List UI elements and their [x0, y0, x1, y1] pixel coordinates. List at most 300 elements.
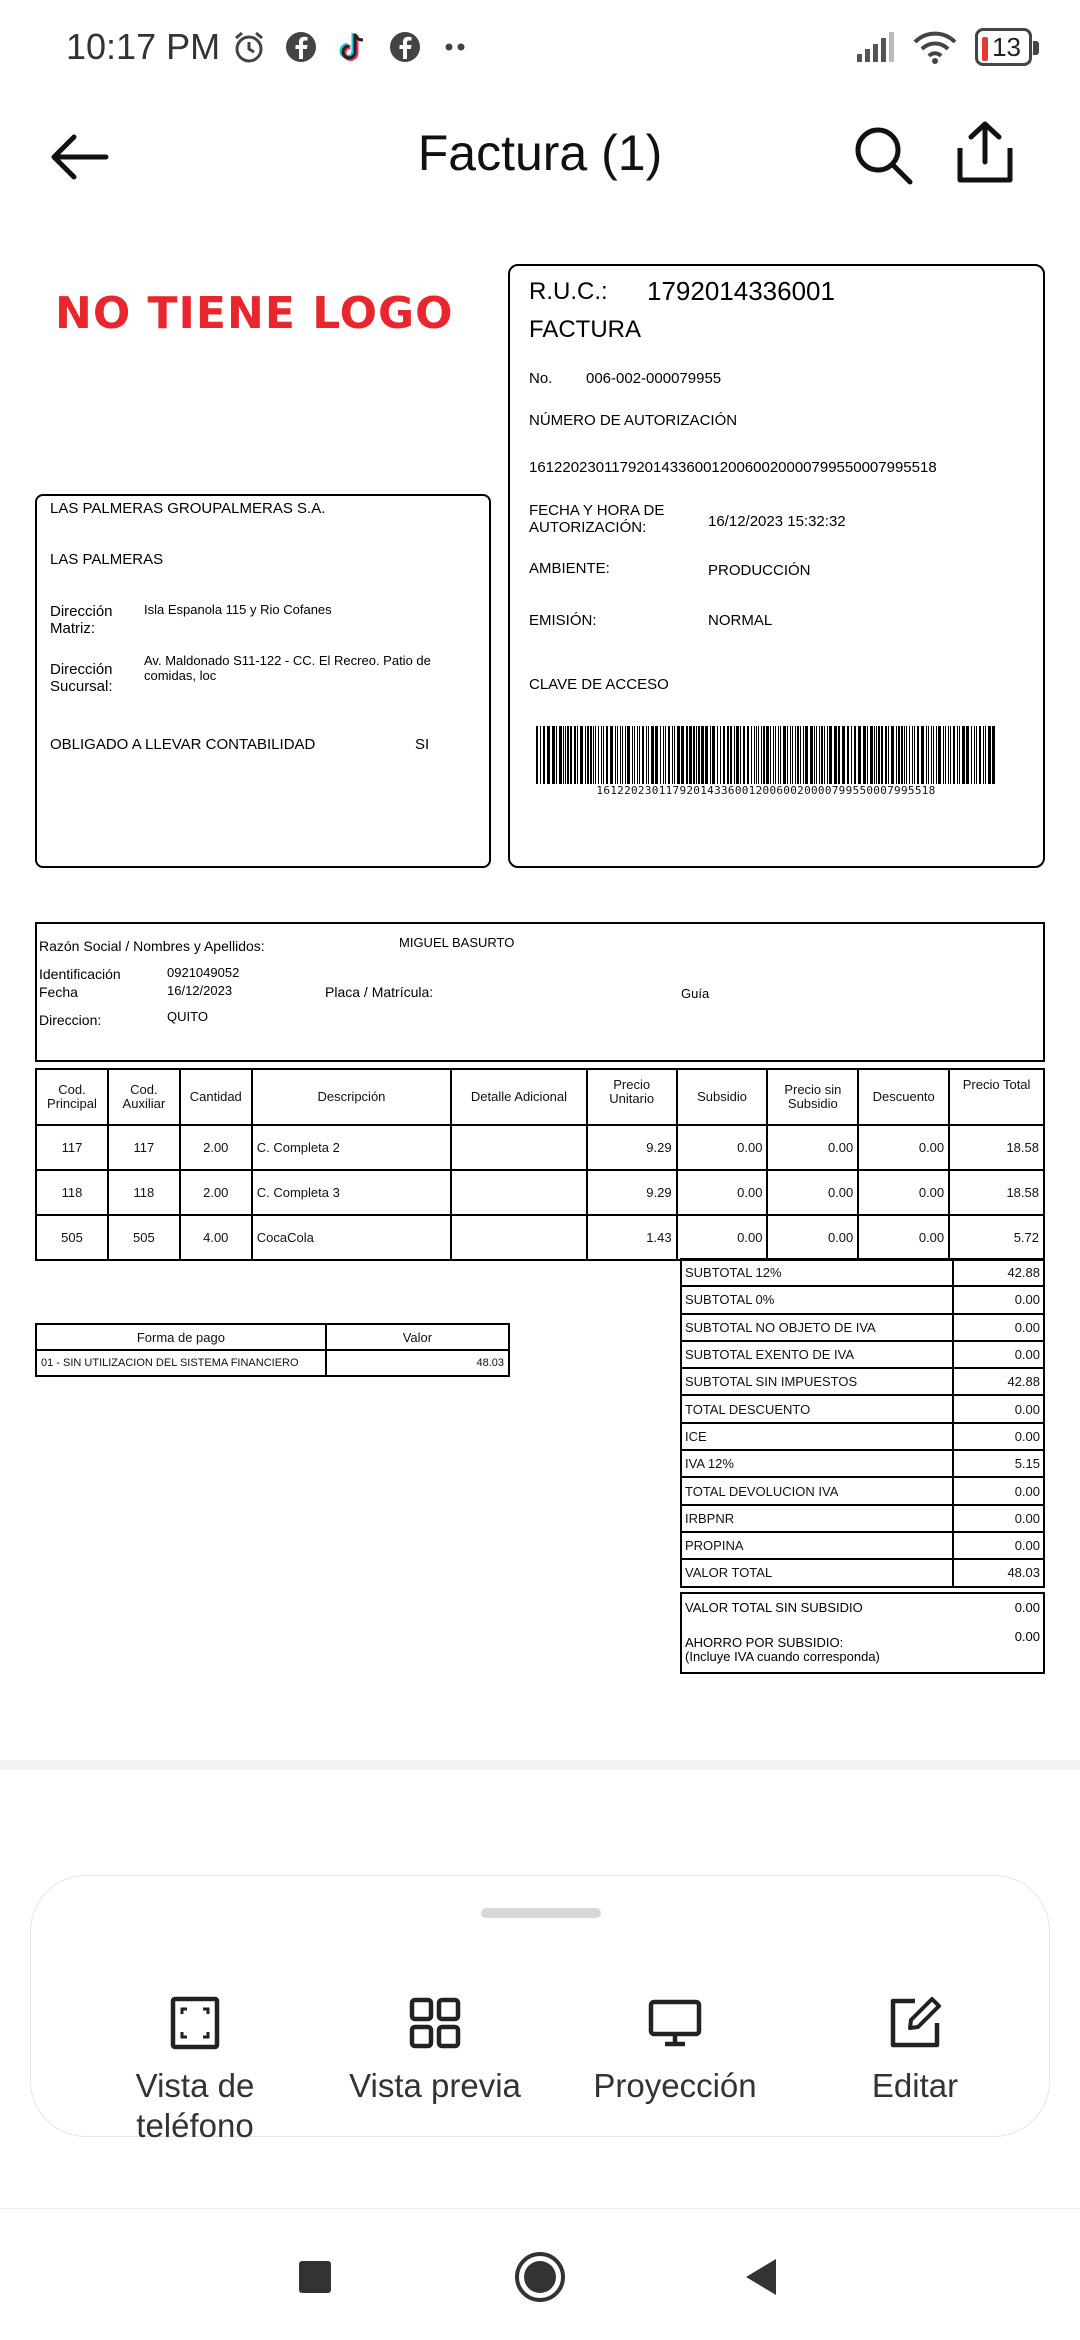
barcode-bar — [736, 726, 739, 784]
matrix-address-label: Dirección Matriz: — [50, 603, 113, 638]
payment-value: 48.03 — [326, 1350, 509, 1376]
barcode-bar — [790, 726, 791, 784]
barcode-bar — [674, 726, 675, 784]
barcode-bar — [552, 726, 555, 784]
barcode-bar — [885, 726, 887, 784]
battery-icon — [975, 28, 1032, 66]
barcode-bar — [720, 726, 721, 784]
totals-row — [681, 1450, 1044, 1477]
cell-subsidio: 0.00 — [677, 1125, 768, 1170]
barcode-bar — [743, 726, 745, 784]
issuer-business-name: LAS PALMERAS GROUPALMERAS S.A. — [50, 500, 326, 517]
totals-value: 0.00 — [953, 1532, 1044, 1559]
access-key-label: CLAVE DE ACCESO — [529, 676, 669, 693]
barcode-bar — [593, 726, 594, 784]
barcode-bar — [632, 726, 633, 784]
barcode-bar — [696, 726, 697, 784]
barcode-bar — [976, 726, 977, 784]
subsidy-box — [680, 1592, 1045, 1674]
totals-value: 0.00 — [953, 1477, 1044, 1504]
search-icon[interactable] — [850, 122, 916, 188]
payment-method: 01 - SIN UTILIZACION DEL SISTEMA FINANCIERO — [36, 1350, 326, 1376]
table-row — [36, 1125, 1044, 1170]
barcode-bar — [814, 726, 815, 784]
barcode-bar — [773, 726, 774, 784]
barcode-bar — [672, 726, 673, 784]
barcode-bar — [686, 726, 688, 784]
branch-address-label: Dirección Sucursal: — [50, 661, 113, 696]
col-cantidad: Cantidad — [180, 1069, 252, 1125]
barcode-bar — [797, 726, 799, 784]
items-header-row — [36, 1069, 1044, 1125]
col-detalle-adicional: Detalle Adicional — [451, 1069, 587, 1125]
totals-value: 0.00 — [953, 1286, 1044, 1313]
ruc-label: R.U.C.: — [529, 278, 608, 305]
payment-header-row — [36, 1324, 509, 1350]
totals-value: 42.88 — [953, 1259, 1044, 1286]
barcode-bar — [979, 726, 981, 784]
subsidy-total-label: VALOR TOTAL SIN SUBSIDIO — [685, 1600, 863, 1615]
barcode-bar — [943, 726, 944, 784]
client-name-value: MIGUEL BASURTO — [399, 935, 515, 950]
barcode-bar — [959, 726, 960, 784]
barcode-bar — [730, 726, 732, 784]
totals-table — [680, 1258, 1045, 1588]
totals-row — [681, 1532, 1044, 1559]
totals-row — [681, 1259, 1044, 1286]
cell-precio-total: 18.58 — [949, 1125, 1044, 1170]
barcode-bar — [931, 726, 932, 784]
totals-row — [681, 1505, 1044, 1532]
barcode-bar — [912, 726, 913, 784]
barcode-bar — [620, 726, 621, 784]
cell-cantidad: 4.00 — [180, 1215, 252, 1260]
cell-cantidad: 2.00 — [180, 1170, 252, 1215]
barcode-bar — [536, 726, 538, 784]
barcode-bar — [906, 726, 907, 784]
status-time: 10:17 PM — [66, 26, 221, 67]
barcode-bar — [854, 726, 856, 784]
barcode-bar — [766, 726, 769, 784]
barcode-bar — [710, 726, 711, 784]
barcode-bar — [556, 726, 557, 784]
barcode-bar — [642, 726, 644, 784]
barcode-bar — [948, 726, 949, 784]
barcode-bar — [966, 726, 969, 784]
barcode-bar — [810, 726, 813, 784]
number-value: 006-002-000079955 — [586, 370, 722, 387]
cell-cod-principal: 117 — [36, 1125, 108, 1170]
cell-subsidio: 0.00 — [677, 1215, 768, 1260]
barcode-bar — [898, 726, 900, 784]
home-circle-icon[interactable] — [512, 2249, 568, 2305]
barcode-bar — [747, 726, 749, 784]
projection-label: Proyección — [593, 2067, 757, 2104]
accounting-label: OBLIGADO A LLEVAR CONTABILIDAD — [50, 736, 316, 753]
issuer-box — [35, 494, 491, 868]
issuer-trade-name: LAS PALMERAS — [50, 551, 164, 568]
navigation-bar — [0, 2208, 1080, 2340]
barcode-bar — [933, 726, 934, 784]
barcode-bar — [800, 726, 801, 784]
barcode-bar — [901, 726, 903, 784]
barcode-bar — [740, 726, 741, 784]
barcode-bar — [646, 726, 647, 784]
col-cod-auxiliar: Cod. Auxiliar — [108, 1069, 180, 1125]
barcode-bar — [637, 726, 638, 784]
status-bar — [0, 0, 1080, 96]
authorization-label: NÚMERO DE AUTORIZACIÓN — [529, 412, 738, 429]
totals-value: 0.00 — [953, 1341, 1044, 1368]
client-id-label: Identificación — [39, 966, 121, 982]
access-key-barcode — [536, 726, 996, 784]
ruc-value: 1792014336001 — [647, 276, 835, 306]
cell-precio-total: 18.58 — [949, 1170, 1044, 1215]
totals-value: 42.88 — [953, 1368, 1044, 1395]
environment-label: AMBIENTE: — [529, 560, 610, 577]
barcode-bar — [723, 726, 725, 784]
cell-precio-unitario: 1.43 — [587, 1215, 677, 1260]
barcode-bar — [574, 726, 576, 784]
subsidy-savings-value: 0.00 — [1014, 1629, 1040, 1644]
barcode-bar — [701, 726, 704, 784]
cell-cod-principal: 118 — [36, 1170, 108, 1215]
barcode-bar — [668, 726, 670, 784]
barcode-bar — [761, 726, 762, 784]
barcode-bar — [874, 726, 875, 784]
barcode-bar — [627, 726, 630, 784]
environment-value: PRODUCCIÓN — [708, 562, 811, 579]
barcode-bar — [751, 726, 752, 784]
barcode-bar — [945, 726, 946, 784]
barcode-bar — [587, 726, 589, 784]
barcode-bar — [540, 726, 541, 784]
cell-descuento: 0.00 — [858, 1215, 949, 1260]
col-descripcion: Descripción — [252, 1069, 451, 1125]
system-icons — [855, 28, 1032, 66]
barcode-bar — [758, 726, 759, 784]
barcode-bar — [665, 726, 666, 784]
cell-precio-sin-subsidio: 0.00 — [767, 1125, 858, 1170]
barcode-bar — [936, 726, 937, 784]
col-precio-sin-subsidio: Precio sin Subsidio — [767, 1069, 858, 1125]
barcode-bar — [677, 726, 680, 784]
barcode-bar — [953, 726, 955, 784]
plate-label: Placa / Matrícula: — [325, 984, 434, 1000]
barcode-bar — [867, 726, 868, 784]
barcode-bar — [829, 726, 832, 784]
cell-descuento: 0.00 — [858, 1170, 949, 1215]
barcode-bar — [567, 726, 569, 784]
subsidy-savings-note: (Incluye IVA cuando corresponda) — [685, 1649, 880, 1664]
barcode-bar — [780, 726, 781, 784]
barcode-bar — [663, 726, 664, 784]
payment-method-header: Forma de pago — [36, 1324, 326, 1350]
cell-cod-auxiliar: 117 — [108, 1125, 180, 1170]
barcode-bar — [926, 726, 927, 784]
barcode-bar — [891, 726, 894, 784]
cell-cod-principal: 505 — [36, 1215, 108, 1260]
back-triangle-icon[interactable] — [734, 2249, 790, 2305]
auth-datetime-value: 16/12/2023 15:32:32 — [708, 513, 846, 530]
payment-table — [35, 1323, 510, 1377]
barcode-bar — [914, 726, 915, 784]
barcode-bar — [543, 726, 545, 784]
barcode-bar — [734, 726, 735, 784]
barcode-bar — [909, 726, 910, 784]
barcode-bar — [988, 726, 991, 784]
barcode-bar — [778, 726, 779, 784]
totals-value: 48.03 — [953, 1559, 1044, 1586]
barcode-bar — [896, 726, 897, 784]
barcode-bar — [705, 726, 708, 784]
monitor-icon — [648, 1996, 702, 2050]
barcode-bar — [787, 726, 788, 784]
totals-label: SUBTOTAL NO OBJETO DE IVA — [681, 1314, 953, 1341]
cell-precio-sin-subsidio: 0.00 — [767, 1215, 858, 1260]
table-row — [36, 1350, 509, 1376]
cell-descripcion: CocaCola — [252, 1215, 451, 1260]
cell-detalle — [451, 1170, 587, 1215]
barcode-bar — [639, 726, 640, 784]
barcode-bar — [617, 726, 618, 784]
col-precio-unitario: Precio Unitario — [587, 1069, 677, 1125]
totals-label: TOTAL DESCUENTO — [681, 1395, 953, 1422]
barcode-bar — [763, 726, 765, 784]
items-table — [35, 1068, 1045, 1261]
totals-value: 0.00 — [953, 1505, 1044, 1532]
barcode-bar — [824, 726, 825, 784]
barcode-bar — [950, 726, 951, 784]
col-cod-principal: Cod. Principal — [36, 1069, 108, 1125]
barcode-bar — [590, 726, 592, 784]
barcode-bar — [847, 726, 849, 784]
preview-button[interactable] — [315, 1996, 555, 2106]
more-dots-icon — [440, 30, 470, 64]
totals-value: 0.00 — [953, 1423, 1044, 1450]
barcode-bar — [770, 726, 771, 784]
barcode-bar — [971, 726, 972, 784]
barcode-bar — [634, 726, 635, 784]
barcode-bar — [938, 726, 941, 784]
table-row — [36, 1215, 1044, 1260]
auth-datetime-label: FECHA Y HORA DE AUTORIZACIÓN: — [529, 502, 665, 537]
tiktok-icon — [336, 30, 370, 64]
battery-level: 13 — [992, 32, 1021, 62]
barcode-bar — [603, 726, 604, 784]
payment-value-header: Valor — [326, 1324, 509, 1350]
barcode-bar — [783, 726, 786, 784]
barcode-bar — [595, 726, 596, 784]
barcode-bar — [842, 726, 845, 784]
invoice-header-box — [508, 264, 1045, 868]
cell-descripcion: C. Completa 3 — [252, 1170, 451, 1215]
barcode-bar — [689, 726, 692, 784]
barcode-bar — [601, 726, 602, 784]
barcode-bar — [580, 726, 583, 784]
totals-label: SUBTOTAL 12% — [681, 1259, 953, 1286]
barcode-bar — [565, 726, 566, 784]
edit-icon — [888, 1996, 942, 2050]
matrix-address: Isla Espanola 115 y Rio Cofanes — [144, 602, 332, 617]
edit-button[interactable] — [795, 1996, 1035, 2106]
client-info-box — [35, 922, 1045, 1062]
barcode-bar — [821, 726, 823, 784]
barcode-bar — [858, 726, 861, 784]
barcode-bar — [992, 726, 995, 784]
barcode-bar — [878, 726, 880, 784]
col-precio-total: Precio Total — [949, 1069, 1044, 1125]
barcode-bar — [660, 726, 661, 784]
page-title: Factura (1) — [417, 125, 663, 181]
document-type: FACTURA — [529, 316, 642, 343]
barcode-bar — [917, 726, 919, 784]
barcode-bar — [651, 726, 654, 784]
drag-handle[interactable] — [481, 1908, 601, 1918]
barcode-bar — [563, 726, 564, 784]
client-address-label: Direccion: — [39, 1012, 102, 1028]
cell-detalle — [451, 1215, 587, 1260]
cell-detalle — [451, 1125, 587, 1170]
client-id-value: 0921049052 — [167, 965, 240, 980]
barcode-bar — [655, 726, 658, 784]
barcode-bar — [805, 726, 808, 784]
facebook-icon — [284, 30, 318, 64]
barcode-bar — [570, 726, 572, 784]
cell-cantidad: 2.00 — [180, 1125, 252, 1170]
totals-label: SUBTOTAL EXENTO DE IVA — [681, 1341, 953, 1368]
cell-cod-auxiliar: 505 — [108, 1215, 180, 1260]
barcode-bar — [803, 726, 804, 784]
totals-row — [681, 1477, 1044, 1504]
share-icon[interactable] — [952, 118, 1018, 188]
totals-label: PROPINA — [681, 1532, 953, 1559]
cell-precio-sin-subsidio: 0.00 — [767, 1170, 858, 1215]
cell-descripcion: C. Completa 2 — [252, 1125, 451, 1170]
totals-row — [681, 1341, 1044, 1368]
totals-value: 0.00 — [953, 1395, 1044, 1422]
totals-label: VALOR TOTAL — [681, 1559, 953, 1586]
barcode-bar — [983, 726, 984, 784]
barcode-bar — [559, 726, 562, 784]
totals-row — [681, 1286, 1044, 1313]
barcode-bar — [816, 726, 817, 784]
totals-label: IVA 12% — [681, 1450, 953, 1477]
barcode-bar — [819, 726, 820, 784]
barcode-bar — [974, 726, 975, 784]
cell-descuento: 0.00 — [858, 1125, 949, 1170]
col-subsidio: Subsidio — [677, 1069, 768, 1125]
phone-view-button[interactable] — [75, 1996, 315, 2145]
authorization-value: 1612202301179201433600120060020000799550007995518 — [529, 459, 937, 476]
col-descuento: Descuento — [858, 1069, 949, 1125]
totals-value: 5.15 — [953, 1450, 1044, 1477]
barcode-bar — [693, 726, 695, 784]
barcode-bar — [606, 726, 608, 784]
barcode-bar — [754, 726, 755, 784]
barcode-bar — [985, 726, 986, 784]
guide-label: Guía — [681, 986, 710, 1001]
totals-row — [681, 1423, 1044, 1450]
barcode-bar — [834, 726, 837, 784]
totals-row — [681, 1314, 1044, 1341]
totals-label: ICE — [681, 1423, 953, 1450]
cell-precio-unitario: 9.29 — [587, 1125, 677, 1170]
barcode-bar — [928, 726, 929, 784]
barcode-bar — [870, 726, 873, 784]
barcode-bar — [648, 726, 649, 784]
barcode-bar — [615, 726, 616, 784]
barcode-bar — [904, 726, 905, 784]
barcode-bar — [775, 726, 776, 784]
barcode-bar — [876, 726, 877, 784]
subsidy-total-value: 0.00 — [1014, 1600, 1040, 1615]
barcode-bar — [851, 726, 852, 784]
access-key-number: 1612202301179201433600120060020000799550007995518 — [596, 784, 936, 797]
barcode-bar — [610, 726, 613, 784]
invoice-document[interactable] — [0, 250, 1080, 1760]
barcode-bar — [792, 726, 793, 784]
barcode-bar — [957, 726, 958, 784]
projection-button[interactable] — [555, 1996, 795, 2106]
barcode-bar — [881, 726, 883, 784]
branch-address: Av. Maldonado S11-122 - CC. El Recreo. Patio de comidas, loc — [144, 653, 431, 683]
recents-square-icon[interactable] — [287, 2249, 343, 2305]
barcode-bar — [863, 726, 866, 784]
facebook-icon — [388, 30, 422, 64]
bottom-sheet — [30, 1875, 1050, 2144]
barcode-bar — [827, 726, 828, 784]
app-bar — [0, 100, 1080, 210]
barcode-bar — [698, 726, 700, 784]
client-date-label: Fecha — [39, 984, 78, 1000]
totals-label: SUBTOTAL SIN IMPUESTOS — [681, 1368, 953, 1395]
barcode-bar — [622, 726, 623, 784]
alarm-icon — [232, 30, 266, 64]
barcode-bar — [795, 726, 796, 784]
sheet-divider — [0, 1760, 1080, 1770]
totals-row — [681, 1395, 1044, 1422]
edit-label: Editar — [871, 2067, 959, 2104]
signal-icon — [855, 30, 895, 64]
barcode-bar — [921, 726, 924, 784]
cell-subsidio: 0.00 — [677, 1170, 768, 1215]
totals-row — [681, 1559, 1044, 1586]
preview-label: Vista previa — [349, 2067, 521, 2104]
cell-precio-unitario: 9.29 — [587, 1170, 677, 1215]
totals-label: SUBTOTAL 0% — [681, 1286, 953, 1313]
client-address-value: QUITO — [167, 1009, 208, 1024]
cell-precio-total: 5.72 — [949, 1215, 1044, 1260]
subsidy-savings-label: AHORRO POR SUBSIDIO: — [685, 1635, 844, 1650]
client-name-label: Razón Social / Nombres y Apellidos: — [39, 938, 265, 954]
table-row — [36, 1170, 1044, 1215]
barcode-bar — [547, 726, 550, 784]
logo-placeholder: NO TIENE LOGO — [55, 288, 454, 339]
barcode-bar — [717, 726, 718, 784]
grid-preview-icon — [408, 1996, 462, 2050]
barcode-bar — [681, 726, 684, 784]
cell-cod-auxiliar: 118 — [108, 1170, 180, 1215]
barcode-bar — [598, 726, 599, 784]
barcode-bar — [585, 726, 586, 784]
phone-view-label: Vista de teléfono — [135, 2067, 255, 2144]
emission-label: EMISIÓN: — [529, 612, 597, 629]
number-label: No. — [529, 370, 553, 387]
emission-value: NORMAL — [708, 612, 773, 629]
barcode-bar — [712, 726, 715, 784]
barcode-bar — [756, 726, 757, 784]
